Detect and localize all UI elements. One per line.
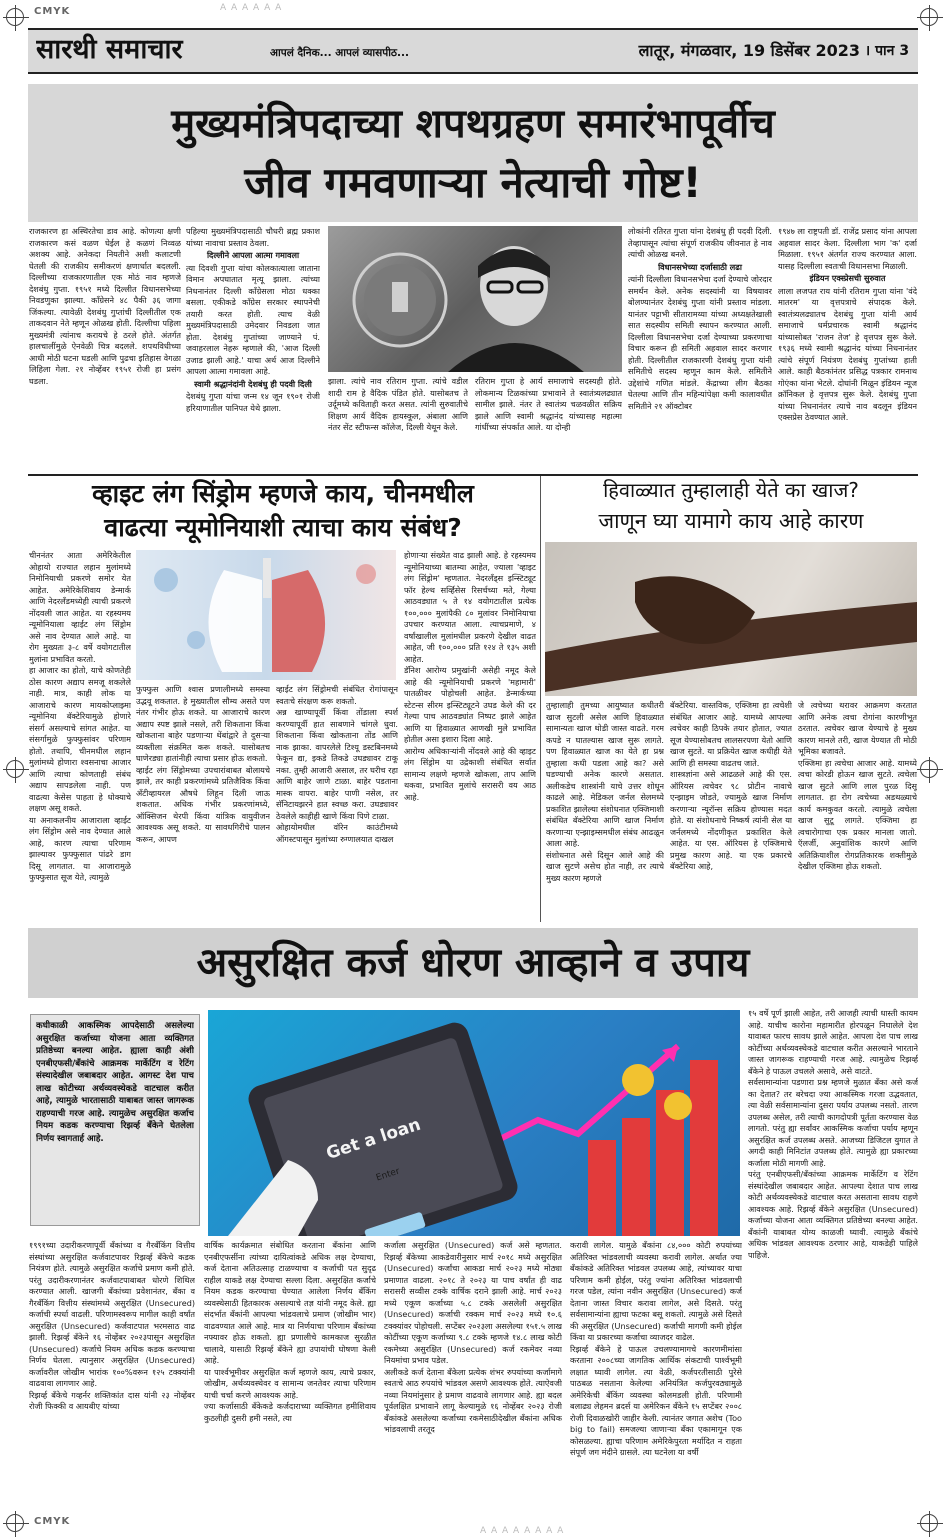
story3-headline-line2: जाणून घ्या यामागे काय आहे कारण [598, 509, 864, 533]
story4-column-4: करावी लागेल. यामुळे बँकांना ८४,००० कोटी रुपयांच्या अतिरिक्त भांडवलाची व्यवस्था करावी लागेल. अर्थात ज्या बँकांकडे अतिरिक्त भांडवल उपलब्ध आहे, त्यांच्यावर याचा परिणाम कमी होईल, परंतु ज्यांना अतिरिक्त भांडवलाची गरज पडेल, त्यांना नवीन असुरक्षित (Unsecured) कर्ज देताना जास्त विचार करावा लागेल, असे दिसते. परंतु सर्वसामान्यांना ह्याचा फटका बसू शकतो. त्यामुळे असे दिसते की असुरक्षित (Unsecured) कर्जाची मागणी कमी होईल किंवा या प्रकारच्या कर्जाचा व्याजदर वाढेल. रिझर्व्ह बँकेने हे पाऊल उचलण्यामागचे कारणमीमांसा करताना २००८च्या जागतिक आर्थिक संकटाची पार्श्वभूमी लक्षात घ्यावी लागेल. त्या वेळी, कर्जपरतीसाठी पुरेसे पाठबळ नसताना केलेल्या अनियंत्रित कर्जपुरवठ्यामुळे अमेरिकेची बँकिंग व्यवस्था कोलमडली होती. परिणामी बलाढ्य लेहमन ब्रदर्स या अमेरिकन बँकेने १५ सप्टेंबर २००८ रोजी दिवाळखोरी जाहीर केली. त्यानंतर जगात अशेच (Too big to fail) समजल्या जाणाऱ्या बँका एकामागून एक कोसळल्या. ह्याचा परिणाम अमेरिकेपुरता मर्यादित न राहता संपूर्ण जग मंदीने ग्रासले. त्या घटनेला या वर्षी [570, 1240, 742, 1457]
story4-headline: असुरक्षित कर्ज धोरण आव्हाने व उपाय [196, 940, 750, 986]
story1-column-5: १९४७ ला राष्ट्रपती डॉ. राजेंद्र प्रसाद यांना आपला अहवाल सादर केला. दिल्लीला भाग 'क' दर्जा मिळाला. १९५१ अंतर्गत राज्य करण्यात आला. यासह दिल्लीला स्वतःची विधानसभा मिळाली. इंडियन एक्स्प्रेसची सुरुवात लाला लजपत राय यांनी रतिराम गुप्ता यांना 'वंदे मातरम' या वृत्तपत्राचे संपादक केले. स्वातंत्र्यलढ्यातच देशबंधु गुप्ता यांनी आर्य समाजाचे धर्मप्रचारक स्वामी श्रद्धानंद यांच्यासोबत 'राजन तेज' हे वृत्तपत्र सुरू केले. १९३६ मध्ये स्वामी श्रद्धानंद यांच्या निधनानंतर त्यांचे संपूर्ण नियंत्रण देशबंधु गुप्तांच्या हाती आले. काही बैठकांनंतर प्रसिद्ध पत्रकार रामनाथ गोएंका यांना भेटले. दोघांनी मिळून इंडियन न्यूज क्रॉनिकल हे वृत्तपत्र सुरू केले. देशबंधु गुप्ता यांच्या निधनानंतर त्याचे नाव बदलून इंडियन एक्सप्रेस ठेवण्यात आले. [778, 226, 917, 422]
bar-chart-bar [588, 1140, 616, 1236]
story2-headline-line2: वाढत्या न्यूमोनियाशी त्याचा काय संबंध? [104, 513, 462, 542]
story1-subhead-4: इंडियन एक्स्प्रेसची सुरुवात [809, 273, 886, 283]
arm-graphic [545, 542, 917, 696]
story1-photo-caption-text: झाला. त्यांचे नाव रतिराम गुप्ता. त्यांचे वडील शादी राम हे वैदिक पंडित होते. यासोबतच ते उर्दूमध्ये कविताही करत असत. त्यांनी सुरुवातीचे शिक्षण आर्य वैदिक हायस्कूल, अंबाला आणि नंतर सेंट स्टीफन्स कॉलेज, दिल्ली येथून केले. [328, 376, 468, 432]
loan-image-text: Get a loan [323, 1114, 424, 1165]
story1-column-4: लोकांनी रतिरत गुप्ता यांना देशबंधु ही पदवी दिली. तेव्हापासून त्यांचा संपूर्ण राजकीय जीवनात हे नाव त्यांची ओळख बनले. विधानसभेच्या दर्जासाठी लढा त्यांनी दिल्लीला विधानसभेचा दर्जा देण्याचे जोरदार समर्थन केले. अनेक सदस्यांनी या विषयावर बोलण्यानंतर देशबंधु गुप्ता यांनी प्रस्ताव मांडला. यानंतर पट्टाभी सीतारामय्या यांच्या अध्यक्षतेखाली सात सदस्यीय समिती स्थापन करण्यात आली. दिल्लीला विधानसभेचा दर्जा देण्याच्या प्रकरणाचा विचार करून ही समिती अहवाल सादर करणार होती. दिल्लीतील राजकारणी देशबंधु गुप्ता यांनी समितीचे सदस्य म्हणून काम केले. समितीने उद्देशांचे गणित मांडले. केंद्राच्या लीग बैठका घेतल्या आणि तीन महिन्यांपेक्षा कमी कालावधीत समितीने २१ ऑक्टोबर [628, 226, 772, 411]
rupee-coin [622, 1064, 654, 1096]
virus-particle [356, 564, 376, 584]
loan-graphic [208, 1010, 740, 1236]
bottom-dash-strip: A A A A A A A A [480, 1526, 565, 1536]
portrait-illustration [328, 226, 622, 372]
story3-column-3: जे त्वचेच्या थरावर आक्रमण करतात आणि अनेक त्वचा रोगांना कारणीभूत ठरतात. त्वचेवर खाज येण्याचे हे मुख्य कारण मानले तरी, खाज येण्यात ती मोठी भूमिका बजावते. एक्जिमा हा त्वचेचा आजार आहे. यामध्ये त्वचा कोरडी होऊन खाज सुटते. त्वचेला खाज सुटते आणि लाल पुरळ दिसू लागतात. हा रोग त्वचेच्या अडथळ्याचे कार्य कमकुवत करतो. त्यामुळे त्वचेला खाज सुटू लागते. एक्जिमा हा त्वचारोगाचा एक प्रकार मानला जातो. ऍलर्जी, अनुवांशिक कारणे आणि अतिक्रियाशील रोगप्रतिकारक शक्तीमुळे देखील एक्जिमा होऊ शकतो. [798, 700, 917, 871]
masthead-title: सारथी समाचार [36, 34, 183, 65]
rupee-coin [664, 1092, 692, 1120]
portrait-photo [328, 226, 622, 372]
loan-image-enter: Enter [374, 1166, 402, 1184]
story3-headline-line1: हिवाळ्यात तुम्हालाही येते का खाज? [603, 478, 859, 502]
lungs-illustration [136, 550, 396, 680]
registration-mark-top-right [920, 8, 938, 26]
masthead-page-number: । पान 3 [864, 43, 910, 59]
story1-column-3: रतिराम गुप्ता हे आर्य समाजाचे सदस्यही होते. लोकमान्य टिळकांच्या प्रभावाने ते स्वातंत्र्यलढ्यात सामील झाले. नंतर ते स्वातंत्र्य चळवळीत सक्रिय झाले आणि स्वामी श्रद्धानंद यांच्यासह महात्मा गांधींच्या संपर्कात आले. या दोन्ही [475, 376, 622, 432]
story4-column-2: वार्षिक कार्यक्रमात संबोधित करताना बँकांना आणि एनबीएफसींना त्यांच्या दायित्वांकडे अधिक लक्ष देण्याचा, कर्ज देताना अतिउत्साह टाळण्याचा व कर्जाची पत सुदृढ राहील याकडे लक्ष देण्याचा सल्ला दिला. असुरक्षित कर्जाचे नियम कडक करण्याचा घेण्यात आलेला निर्णय बँकिंग व्यवस्थेसाठी हितकारक असल्याचे तज्ञ यांनी नमूद केले. ह्या संदर्भात बँकांनी आपल्या भांडवलाचे प्रमाण (जोखीम भार) वाढवण्यात आले आहे. मात्र या निर्णयाचा परिणाम बँकांच्या नफ्यावर होऊ शकतो. ह्या प्रणालीचे कामकाज सुरळीत चालावे, यासाठी रिझर्व्ह बँकेने ह्या उपायांची घोषणा केली आहे. या पार्श्वभूमीवर असुरक्षित कर्ज म्हणजे काय, त्याचे प्रकार, जोखीम, अर्थव्यवस्थेवर व सामान्य जनतेवर त्याचा परिणाम याची चर्चा करणे आवश्यक आहे. ज्या कर्जासाठी बँकेकडे कर्जदाराच्या व्यक्तिगत हमीशिवाय कुठलीही दुसरी हमी नसते, त्या [204, 1240, 376, 1423]
story1-column-1: राजकारण हा अस्थिरतेचा डाव आहे. कोणत्या क्षणी राजकारण कसं वळण घेईल हे कळणं निव्वळ अशक्य आहे. अनेकदा नियतीने अशी कलाटणी घेतली की राजकीय समीकरणं क्षणार्धात बदलली. दिल्लीच्या राजकारणातील एक मोठं नाव म्हणजे देशबंधु गुप्ता. १९५१ मध्ये दिल्लीत विधानसभेच्या निवडणुका झाल्या. काँग्रेसने ४८ पैकी ३६ जागा जिंकल्या. त्यावेळी देशबंधु गुप्तांची दिल्लीतील एक ताकदवान नेते म्हणून ओळख होती. दिल्लीचा पहिला मुख्यमंत्री त्यांनाच करायचे हे ठरले होते. अंतर्गत हालचालींमुळे ऐनवेळी चित्र बदलले. शपथविधीच्या आधी मोठी घटना घडली आणि पुढचा इतिहास वेगळा लिहिला गेला. २१ नोव्हेंबर १९५१ रोजी हा प्रसंग घडला. [29, 226, 181, 386]
top-dash-strip: A A A A A A [220, 3, 283, 13]
story1-headline-line2: जीव गमवणाऱ्या नेत्याची गोष्ट! [244, 158, 702, 207]
story1-column-2: पहिल्या मुख्यमंत्रिपदासाठी चौधरी ब्रह्म प्रकाश यांच्या नावाचा प्रस्ताव ठेवला. दिल्लीने आपला आत्मा गमावला त्या दिवशी गुप्ता यांचा कोलकात्याला जाताना विमान अपघातात मृत्यू झाला. त्यांच्या निधनानंतर दिल्ली काँग्रेसला मोठा धक्का बसला. एकीकडे काँग्रेस सरकार स्थापनेची तयारी करत होती. त्याच वेळी मुख्यमंत्रिपदासाठी उमेदवार निवडला जात होता. देशबंधु गुप्तांच्या जाण्याने पं. जवाहरलाल नेहरू म्हणाले की, 'आज दिल्ली उजाड झाली आहे.' याचा अर्थ आज दिल्लीने आपला आत्मा गमावला आहे. स्वामी श्रद्धानंदांनी देशबंधु ही पदवी दिली देशबंधु गुप्ता यांचा जन्म १४ जून १९०१ रोजी हरियाणातील पानिपत येथे झाला. [186, 226, 320, 413]
story4-column-3: कर्जाला असुरक्षित (Unsecured) कर्ज असे म्हणतात. रिझर्व्ह बँकेच्या आकडेवारीनुसार मार्च २०१८ मध्ये असुरक्षित (Unsecured) कर्जांचा आकडा मार्च २०२३ मध्ये मोठ्या प्रमाणात वाढला. २०१८ ते २०२३ या पाच वर्षांत ही वाढ सरासरी सव्वीस टक्के वार्षिक दराने झाली आहे. मार्च २०२३ मध्ये एकूण कर्जाच्या ५.८ टक्के असलेली असुरक्षित (Unsecured) कर्जाची रक्कम मार्च २०२३ मध्ये १०.६ टक्क्यांवर पोहोचली. सप्टेंबर २०२३ला असलेल्या १५१.५ लाख कोटींच्या एकूण कर्जाच्या ९.८ टक्के म्हणजे १४.८ लाख कोटी रकमेच्या असुरक्षित (Unsecured) कर्ज रकमेवर नव्या नियमांचा प्रभाव पडेल. अलीकडे कर्ज देताना बँकेला प्रत्येक शंभर रुपयांच्या कर्जामागे स्वतःचे आठ रुपयांचे भांडवल असणे आवश्यक होते. त्याऐवजी नव्या नियमांनुसार हे प्रमाण वाढवावे लागणार आहे. ह्या बदल पूर्वलक्षित प्रभावाने लागू केल्यामुळे १६ नोव्हेंबर २०२३ रोजी बँकांकडे असलेल्या कर्जाच्या रकमेसाठीदेखील बँकांना अधिक भांडवलाची तरतूद [384, 1240, 562, 1434]
portrait-shoulders [448, 343, 584, 372]
story1-subhead-2: स्वामी श्रद्धानंदांनी देशबंधु ही पदवी दिली [194, 378, 312, 389]
story2-column-4: होणाऱ्या संख्येत वाढ झाली आहे. हे रहस्यमय न्यूमोनियाच्या बातम्या आहेत, ज्याला 'व्हाइट लंग सिंड्रोम' म्हणतात. नेदरलँड्स इन्स्टिट्यूट फॉर हेल्थ सर्व्हिसेस रिसर्चच्या मते, गेल्या आठवड्यात ५ ते १४ वयोगटातील प्रत्येक १००,००० मुलांपैकी ८० मुलांवर निमोनियाचा उपचार करण्यात आला. त्याचप्रमाणे, ४ वर्षांखालील मुलांमधील प्रकरणे देखील वाढत आहेत, जी १००,००० प्रति १२४ ते १३५ अशी आहेत. डॅनिश आरोग्य प्रमुखांनी असेही नमूद केले आहे की न्यूमोनियाची प्रकरणे 'महामारी' पातळीवर पोहोचली आहेत. डेन्मार्कच्या स्टेटन्स सीरम इन्स्टिट्यूटने उघड केले की दर गेल्या पाच आठवड्यांत निष्पट झाले आहेत आणि या हिवाळ्यात आणखी मुले प्रभावित होतील असा इशारा दिला आहे. आरोग्य अधिकाऱ्यांनी नोंदवले आहे की व्हाइट लंग सिंड्रोम या उद्रेकाशी संबंधित सर्वात सामान्य लक्षणे म्हणजे खोकला, ताप आणि थकवा, प्रभावित मुलांचे सरासरी वय आठ आहे. [404, 550, 536, 802]
registration-mark-bottom-right [920, 1514, 938, 1532]
bar-chart-bar [690, 1060, 718, 1236]
cmyk-label-bottom: CMYK [34, 1516, 71, 1527]
registration-mark-mid-left [6, 760, 24, 778]
story3-column-2: बॅक्टेरिया. वास्तविक, एक्जिमा हा त्वचेशी संबंधित आजार आहे. यामध्ये आपल्या त्वचेवर काही ठिपके तयार होतात, ज्यात सूज येण्यासोबतच लालसरपणा येतो आणि खाज सुटते. या प्रक्रियेत खाज कधीही येते आणि ही समस्या वाढतच जाते. शास्त्रज्ञांना असे आढळले आहे की एस. ऑरियस त्वचेवर ९८ प्रोटीन नावाचे एन्झाइम जोडते, ज्यामुळे खाज निर्माण करणाऱ्या न्यूरॉन्स सक्रिय होण्यास मदत होते. या संशोधनाचे निष्कर्ष त्यांनी सेल या जर्नलमध्ये नोंदणीकृत प्रकाशित केले आहेत. या एस. ऑरियस हे एक्जिमाचे प्रमुख कारण आहे. या एक प्रकारचे बॅक्टेरिया आहे, [670, 700, 792, 871]
itching-arm-photo [545, 542, 917, 696]
masthead-dateline: लातूर, मंगळवार, 19 डिसेंबर 2023 [638, 41, 860, 60]
virus-particle [154, 568, 178, 592]
story-divider-vertical [540, 476, 541, 922]
loan-illustration [208, 1010, 740, 1236]
story1-headline-line1: मुख्यमंत्रिपदाच्या शपथग्रहण समारंभापूर्वीच [171, 101, 775, 147]
story4-intro-text: कधीकाळी आकस्मिक आपदेसाठी असलेल्या असुरक्षित कर्जाच्या योजना आता व्यक्तिगत प्रतिष्ठेच्या बनल्या आहेत. ह्याला काही अंशी एनबीएफसी/बँकांचे आक्रमक मार्केटिंग व रेटिंग संस्थादेखील जबाबदार आहेत. आगस्ट देश पाच लाख कोटीच्या अर्थव्यवस्थेकडे वाटचाल करीत आहे, त्यामुळे भारतासाठी याबाबत जास्त जागरूक राहण्याची गरज आहे. त्यामुळेच असुरक्षित कर्जाच नियम कडक करण्याचा रिझर्व्ह बँकेने घेतलेला निर्णय स्वागतार्ह आहे. [36, 1021, 194, 1144]
trachea [263, 558, 271, 598]
lungs-graphic [136, 550, 396, 680]
virus-particle [187, 631, 205, 649]
story2-headline-line1: व्हाइट लंग सिंड्रोम म्हणजे काय, चीनमधील [92, 479, 474, 508]
story4-right-column: १५ वर्षे पूर्ण झाली आहेत, तरी आजही त्याची धास्ती कायम आहे. याचीच कारोना महामारीत होरपळून निघालेले देश यावाबत फारच सावध झाले आहेत. आपला देश पाच लाख कोटींच्या अर्थव्यवस्थेकडे वाटचाल करीत असल्याने भारताने जास्त जागरूक राहण्याची गरज आहे. त्यामुळेच रिझर्व्ह बँकेने हे पाऊल उचलले असावे, असे वाटते. सर्वसामान्यांना पडणारा प्रश्न म्हणजे मुळात बँका असे कर्ज का देतात? तर बरेचदा ज्या आकस्मिक गरजा उद्भवतात, त्या वेळी सर्वसामान्यांना दुसरा पर्याय उपलब्ध नसतो. तारण उपलब्ध असेल, तरी त्याची कागदोपत्री पूर्तता करण्यास वेळ लागतो. परंतु ह्या सर्वांवर आकस्मिक कर्जाचा पर्याय म्हणून असुरक्षित कर्ज उपलब्ध असते. आजच्या डिजिटल युगात ते अगदी काही मिनिटांत उपलब्ध होते. त्यामुळे ह्या प्रकारच्या कर्जाला मोठी मागणी आहे. परंतु एनबीएफसी/बँकांच्या आक्रमक मार्केटिंग व रेटिंग संस्थांदेखील जबाबदार आहेत. आपल्या देशात पाच लाख कोटी अर्थव्यवस्थेकडे वाटचाल करत असताना सावध राहणे आवश्यक आहे. रिझर्व्ह बँकेने असुरक्षित (Unsecured) कर्जाच्या योजना आता व्यक्तिगत प्रतिष्ठेच्या बनल्या आहेत. बँकांनी याबाबत योग्य काळजी घ्यावी. त्यामुळे बँकांचे अधिक भांडवल आवश्यक ठरणार आहे, याकडेही पाहिले पाहिजे. [748, 1008, 918, 1260]
registration-mark-mid-right [920, 760, 938, 778]
story2-column-3: व्हाईट लंग सिंड्रोमची संबंधित रोगांपासून स्वतःचे संरक्षण करू शकतो. अन्न खाण्यापूर्वी किंवा तोंडाला स्पर्श करण्यापूर्वी हात साबणाने चांगले धुवा. शिकताना किंवा खोकताना तोंड आणि नाक झाका. वापरलेले टिश्यू डस्टबिनमध्ये फेकून द्या, इकडे तिकडे उघड्यावर टाकू नका. तुम्ही आजारी असाल, तर घरीच रहा आणि बाहेर जाणे टाळा. बाहेर पडताना मास्क वापरा. बाहेर पाणी नसेल, तर सॅनिटायझरने हात स्वच्छ करा. उघड्यावर ठेवलेले काहीही खाणे किंवा पिणे टाळा. ओहायोमधील वॉरेन काउंटीमध्ये ऑगस्टपासून मुलांच्या रुग्णालयात दाखल [276, 684, 398, 844]
story3-column-1: तुम्हालाही तुमच्या आयुष्यात कधीतरी खाज सुटली असेल आणि हिवाळ्यात सामान्यतः खाज थोडी जास्त वाढते. गरम कपडे न घातल्यास खाज सुरू लागते. पण हिवाळ्यात खाज का येते हा प्रश्न तुम्हाला कधी पडला आहे का? असे घडण्याची अनेक कारणे असतात. अलीकडेच शास्त्रांनी याचे उत्तर शोधून काढले आहे. मेडिकल जर्नल सेलमध्ये प्रकाशित झालेल्या संशोधनात एक्जिमाशी संबंधित बॅक्टेरिया आणि खाज निर्माण करणाऱ्या एन्झाइम्समधील संबंध आढळून आला आहे. संशोधनात असे दिसून आले आहे की खाज सुटणे असेच होत नाही, तर त्याचे मुख्य कारण म्हणजे [546, 700, 664, 883]
story4-column-1: १९९१च्या उदारीकरणापूर्वी बँकांच्या व गैरबँकिंग वित्तीय संस्थांच्या असुरक्षित कर्जवाटपावर रिझर्व्ह बँकेचे कडक नियंत्रण होते. त्यामुळे असुरक्षित कर्जाचे प्रमाण कमी होते. परंतु उदारीकरणानंतर कर्जवाटपाबाबत धोरणे शिथिल करण्यात आली. खाजगी बँकांच्या प्रवेशानंतर, बँका व गैरबँकिंग वित्तीय संस्थांमध्ये असुरक्षित (Unsecured) कर्जाची स्पर्धा वाढली. परिणामस्वरूप मागील काही वर्षांत असुरक्षित (Unsecured) कर्जवाटपात भरमसाठ वाढ झाली. रिझर्व्ह बँकेने १६ नोव्हेंबर २०२३पासून असुरक्षित (Unsecured) कर्जाचे नियम अधिक कडक करण्याचा निर्णय घेतला. त्यानुसार असुरक्षित (Unsecured) कर्जावरील जोखीम भारांक १००%वरून १२५ टक्क्यांनी वाढवावा लागणार आहे. रिझर्व्ह बँकेचे गव्हर्नर शक्तिकांत दास यांनी २३ नोव्हेंबर रोजी फिक्की व आयबीए यांच्या [29, 1240, 195, 1411]
red-lung [272, 570, 325, 672]
cmyk-label-top: CMYK [34, 6, 71, 17]
story2-column-2: फुफ्फुस आणि श्वास प्रणालीमध्ये समस्या उद्भवू शकतात. हे मुख्यातील सौम्य असते पण नंतर गंभीर होऊ शकते. या आजाराचे कारण अद्याप स्पष्ट झाले नसले, तरी शिकताना किंवा खोकताना बाहेर पडणाऱ्या थेंबांद्वारे ते दुसऱ्या व्यक्तीला संक्रमित करू शकते. यासोबतच घाणेरड्या हातांनीही त्याचा प्रसार होऊ शकतो. व्हाईट लंग सिंड्रोमच्या उपचारांबाबत बोलायचे झाले, तर काही प्रकरणांमध्ये प्रतिजैविक किंवा अँटीव्हायरल औषधे लिहून दिली जाऊ शकतात. अधिक गंभीर प्रकरणांमध्ये, ऑक्सिजन थेरपी किंवा यांत्रिक वायुवीजन आवश्यक असू शकते. या सावधगिरीचे पालन करून, आपण [136, 684, 270, 844]
registration-mark-top-left [6, 8, 24, 26]
bar-chart-bar [622, 1118, 650, 1236]
story1-subhead-1: दिल्लीने आपला आत्मा गमावला [206, 250, 300, 260]
story1-subhead-3: विधानसभेच्या दर्जासाठी लढा [658, 261, 742, 272]
white-lung [208, 570, 262, 672]
masthead-tagline: आपलं दैनिक... आपलं व्यासपीठ... [270, 47, 409, 59]
emblem-lion-capital [392, 282, 408, 312]
story2-column-1: चीननंतर आता अमेरिकेतील ओहायो राज्यात लहान मुलांमध्ये निमोनियाची प्रकरणे समोर येत आहेत. अमेरिकेशिवाय डेन्मार्क आणि नेदरलँडमध्येही त्याची प्रकरणे नोंदवली जात आहेत. या रहस्यमय न्यूमोनियाला व्हाईट लंग सिंड्रोम असे नाव देण्यात आले आहे. या रोग मुख्यतः ३-८ वर्षे वयोगटातील मुलांना प्रभावित करतो. हा आजार का होतो, याचे कोणतेही ठोस कारण अद्याप समजू शकलेले नाही. मात्र, काही लोक या आजाराचे कारण मायकोप्लाझ्मा न्यूमोनिया बॅक्टेरियामुळे होणारे संसर्ग असल्याचे सांगत आहेत. या संसर्गामुळे फुफ्फुसांवर परिणाम होतो. तथापि, चीनमधील लहान मुलांमध्ये होणारा श्वसनाचा आजार आणि त्याचा कोणताही संबंध अद्याप सापडलेला नाही. पण वाढत्या केसेस पाहता हे धोक्याचे लक्षण असू शकते. या अनाकलनीय आजाराला व्हाईट लंग सिंड्रोम असे नाव देण्यात आले आहे, कारण त्याचा परिणाम झाल्यावर फुफ्फुसात पांढरे डाग दिसू लागतात. या आजारामुळे फुफ्फुसात सूज येते, त्यामुळे [29, 550, 131, 882]
registration-mark-bottom-left [6, 1514, 24, 1532]
